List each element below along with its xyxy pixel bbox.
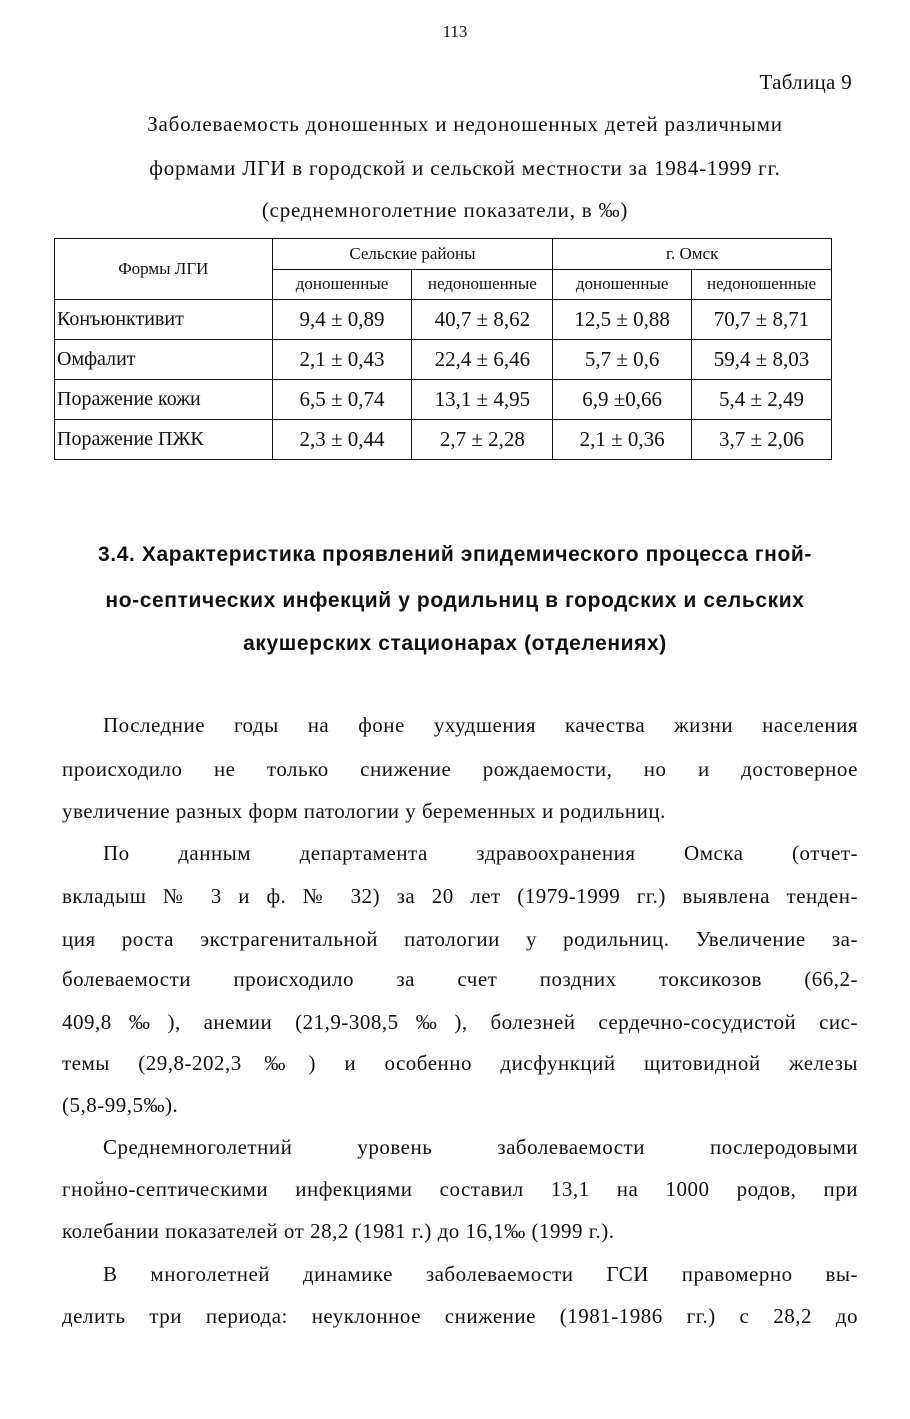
- body-line: темы (29,8-202,3‰) и особенно дисфункций щитовидной железы: [62, 1051, 858, 1075]
- section-heading-line-3: акушерских стационарах (отделениях): [243, 632, 667, 655]
- row-label: Поражение кожи: [55, 380, 273, 420]
- body-line: В многолетней динамике заболеваемости ГСИ правомерно вы-: [103, 1262, 858, 1286]
- section-heading-line-2: но-септических инфекций у родильниц в городских и сельских: [105, 589, 805, 612]
- table-cell: 2,1 ± 0,36: [553, 420, 692, 460]
- row-label: Поражение ПЖК: [55, 420, 273, 460]
- header-city: г. Омск: [553, 239, 832, 270]
- body-line: увеличение разных форм патологии у беременных и родильниц.: [62, 799, 666, 823]
- body-line: 409,8‰), анемии (21,9-308,5‰), болезней сердечно-сосудистой сис-: [62, 1010, 858, 1034]
- subheader-rural-full-term: доношенные: [272, 269, 412, 300]
- table-cell: 13,1 ± 4,95: [412, 380, 553, 420]
- subheader-rural-premature: недоношенные: [412, 269, 553, 300]
- table-cell: 9,4 ± 0,89: [272, 300, 412, 340]
- table-cell: 2,7 ± 2,28: [412, 420, 553, 460]
- body-line: колебании показателей от 28,2 (1981 г.) до 16,1‰ (1999 г.).: [62, 1219, 615, 1243]
- body-line: По данным департамента здравоохранения Омска (отчет-: [103, 841, 858, 865]
- body-line: ция роста экстрагенитальной патологии у родильниц. Увеличение за-: [62, 927, 858, 951]
- table-cell: 3,7 ± 2,06: [692, 420, 832, 460]
- body-line: Среднемноголетний уровень заболеваемости послеродовыми: [103, 1135, 858, 1159]
- table-row: [55, 340, 832, 380]
- table-cell: 2,1 ± 0,43: [272, 340, 412, 380]
- table-cell: 70,7 ± 8,71: [692, 300, 832, 340]
- header-forms: Формы ЛГИ: [55, 239, 273, 300]
- body-line: делить три периода: неуклонное снижение (1981-1986 гг.) с 28,2 до: [62, 1304, 858, 1328]
- subheader-city-premature: недоношенные: [692, 269, 832, 300]
- table-caption-line-2: формами ЛГИ в городской и сельской местности за 1984-1999 гг.: [149, 156, 781, 180]
- table-cell: 59,4 ± 8,03: [692, 340, 832, 380]
- page-number: 113: [442, 22, 468, 41]
- subheader-city-full-term: доношенные: [553, 269, 692, 300]
- table-caption-line-1: Заболеваемость доношенных и недоношенных детей различными: [147, 112, 783, 136]
- table-cell: 6,9 ±0,66: [553, 380, 692, 420]
- table-row: [55, 380, 832, 420]
- table-cell: 12,5 ± 0,88: [553, 300, 692, 340]
- row-label: Омфалит: [55, 340, 273, 380]
- body-line: Последние годы на фоне ухудшения качества жизни населения: [103, 713, 858, 737]
- table-cell: 5,7 ± 0,6: [553, 340, 692, 380]
- morbidity-table: [54, 238, 832, 460]
- table-cell: 22,4 ± 6,46: [412, 340, 553, 380]
- table-cell: 5,4 ± 2,49: [692, 380, 832, 420]
- table-row: [55, 420, 832, 460]
- table-cell: 2,3 ± 0,44: [272, 420, 412, 460]
- row-label: Конъюнктивит: [55, 300, 273, 340]
- body-line: происходило не только снижение рождаемости, но и достоверное: [62, 757, 858, 781]
- table-row: [55, 300, 832, 340]
- section-heading-line-1: 3.4. Характеристика проявлений эпидемического процесса гной-: [98, 543, 812, 566]
- table-caption-line-3: (среднемноголетние показатели, в ‰): [261, 198, 629, 222]
- body-line: болеваемости происходило за счет поздних токсикозов (66,2-: [62, 967, 858, 991]
- body-line: вкладыш № 3 и ф. № 32) за 20 лет (1979-1999 гг.) выявлена тенден-: [62, 884, 858, 908]
- table-label: Таблица 9: [759, 70, 852, 94]
- body-line: гнойно-септическими инфекциями составил 13,1 на 1000 родов, при: [62, 1177, 858, 1201]
- header-rural: Сельские районы: [272, 239, 553, 270]
- body-line: (5,8-99,5‰).: [62, 1093, 179, 1117]
- table-cell: 6,5 ± 0,74: [272, 380, 412, 420]
- table-cell: 40,7 ± 8,62: [412, 300, 553, 340]
